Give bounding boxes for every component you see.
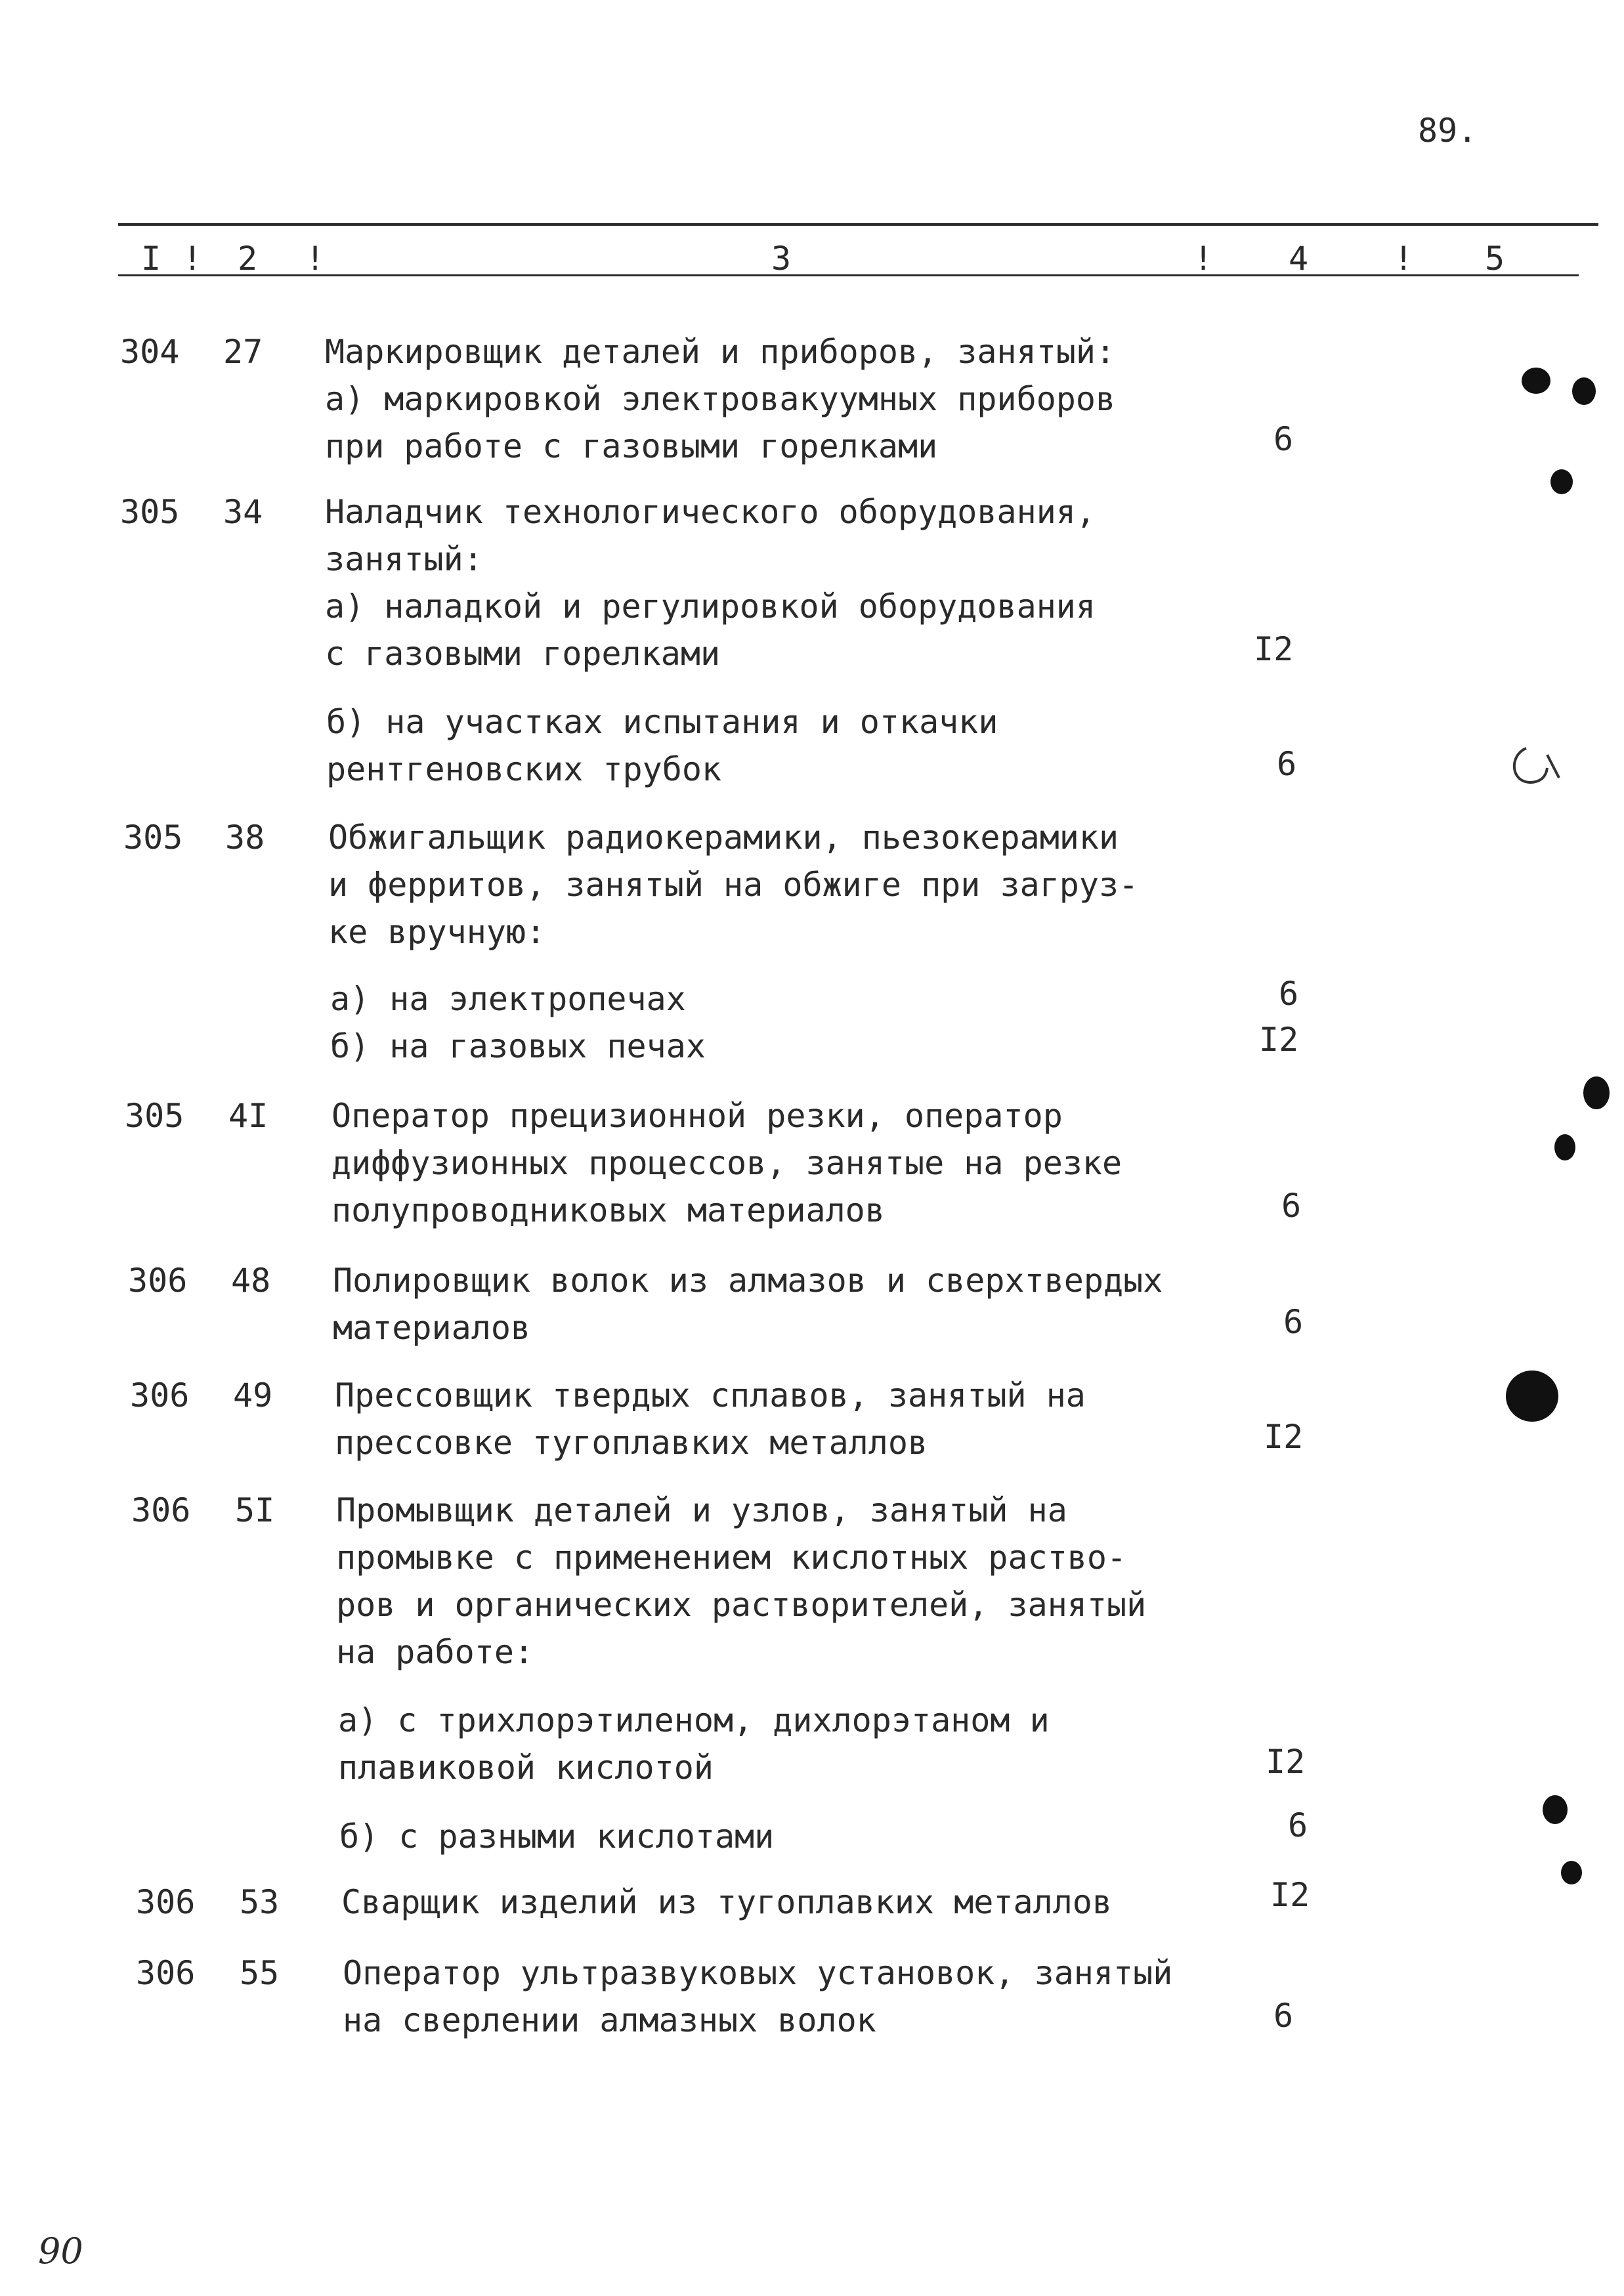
row-number-1: 27 [223,333,263,371]
row-value-4: 6 [1281,1187,1302,1225]
row-text: а) маркировкой электровакуумных приборов [325,380,1116,418]
row-value-4: I2 [1264,1418,1304,1456]
row-text: рентгеновских трубок [326,750,722,788]
row-text: а) наладкой и регулировкой оборудования [325,587,1096,626]
row-value-4: 6 [1288,1806,1308,1844]
row-text: и ферритов, занятый на обжиге при загруз- [328,866,1139,904]
row-value-4: I2 [1266,1743,1306,1781]
row-number-8: 53 [240,1883,280,1921]
row-code-5: 306 [128,1262,188,1300]
row-text: б) с разными кислотами [339,1818,775,1856]
row-text: на сверлении алмазных волок [343,2001,876,2039]
row-text: диффузионных процессов, занятые на резке [331,1144,1122,1182]
header-rule-top [118,223,1598,226]
ink-blot [1506,1371,1558,1422]
row-text: Полировщик волок из алмазов и сверхтвердых [333,1262,1163,1300]
header-col1: I [141,240,161,278]
row-number-5: 48 [231,1262,271,1300]
row-text: Прессовщик твердых сплавов, занятый на [335,1376,1086,1414]
row-code-6: 306 [130,1376,190,1414]
row-text: Промывщик деталей и узлов, занятый на [336,1491,1067,1529]
header-sep4: ! [1394,240,1414,278]
header-col2: 2 [238,240,258,278]
header-col5: 5 [1485,240,1505,278]
row-text: ров и органических растворителей, занятый [336,1586,1147,1624]
row-text: Маркировщик деталей и приборов, занятый: [325,333,1116,371]
row-text: занятый: [325,540,483,578]
row-text: Обжигальщик радиокерамики, пьезокерамики [328,818,1119,857]
row-code-2: 305 [120,493,180,531]
header-col3: 3 [771,240,792,278]
header-sep2: ! [305,240,326,278]
handwritten-page-number: 90 [38,2230,83,2272]
row-number-2: 34 [223,493,263,531]
row-code-4: 305 [125,1097,184,1135]
row-text: Оператор ультразвуковых установок, занятый [343,1954,1173,1992]
page-number: 89. [1418,112,1478,150]
row-code-3: 305 [123,818,183,857]
row-code-8: 306 [136,1883,196,1921]
header-rule-bottom [118,274,1579,276]
row-text: на работе: [336,1633,534,1671]
ink-blot [1543,1795,1568,1824]
header-col4: 4 [1289,240,1309,278]
row-number-4: 4I [228,1097,268,1135]
row-number-3: 38 [225,818,265,857]
row-text: плавиковой кислотой [338,1749,714,1787]
row-text: при работе с газовыми горелками [325,427,938,465]
row-text: б) на участках испытания и откачки [326,703,998,741]
row-number-7: 5I [235,1491,275,1529]
ink-blot [1561,1861,1582,1884]
row-code-9: 306 [136,1954,196,1992]
pencil-mark-icon [1500,742,1566,794]
row-text: ке вручную: [328,913,546,951]
row-value-4: 6 [1277,745,1297,783]
row-value-4: 6 [1283,1303,1304,1341]
row-text: б) на газовых печах [330,1027,706,1065]
row-value-4: I2 [1254,630,1294,668]
row-text: Наладчик технологического оборудования, [325,493,1096,531]
row-text: промывке с применением кислотных раство- [336,1539,1127,1577]
row-number-9: 55 [240,1954,280,1992]
row-code-7: 306 [131,1491,191,1529]
row-value-4: 6 [1273,1997,1294,2035]
header-sep3: ! [1193,240,1214,278]
ink-blot [1522,368,1550,394]
ink-blot [1583,1076,1610,1109]
ink-blot [1572,377,1596,405]
row-text: а) на электропечах [330,980,686,1018]
row-value-4: I2 [1270,1876,1310,1914]
header-sep1: ! [182,240,203,278]
row-value-4: 6 [1273,420,1294,458]
row-value-4: 6 [1279,975,1299,1013]
ink-blot [1554,1134,1575,1160]
ink-blot [1550,469,1573,494]
row-text: полупроводниковых материалов [331,1191,885,1229]
row-text: материалов [333,1309,531,1347]
row-text: прессовке тугоплавких металлов [335,1424,928,1462]
row-text: Оператор прецизионной резки, оператор [331,1097,1063,1135]
row-text: а) с трихлорэтиленом, дихлорэтаном и [338,1701,1050,1739]
row-text: с газовыми горелками [325,635,721,673]
row-code-1: 304 [120,333,180,371]
row-number-6: 49 [233,1376,273,1414]
row-value-4: I2 [1259,1021,1299,1059]
row-text: Сварщик изделий из тугоплавких металлов [341,1883,1112,1921]
